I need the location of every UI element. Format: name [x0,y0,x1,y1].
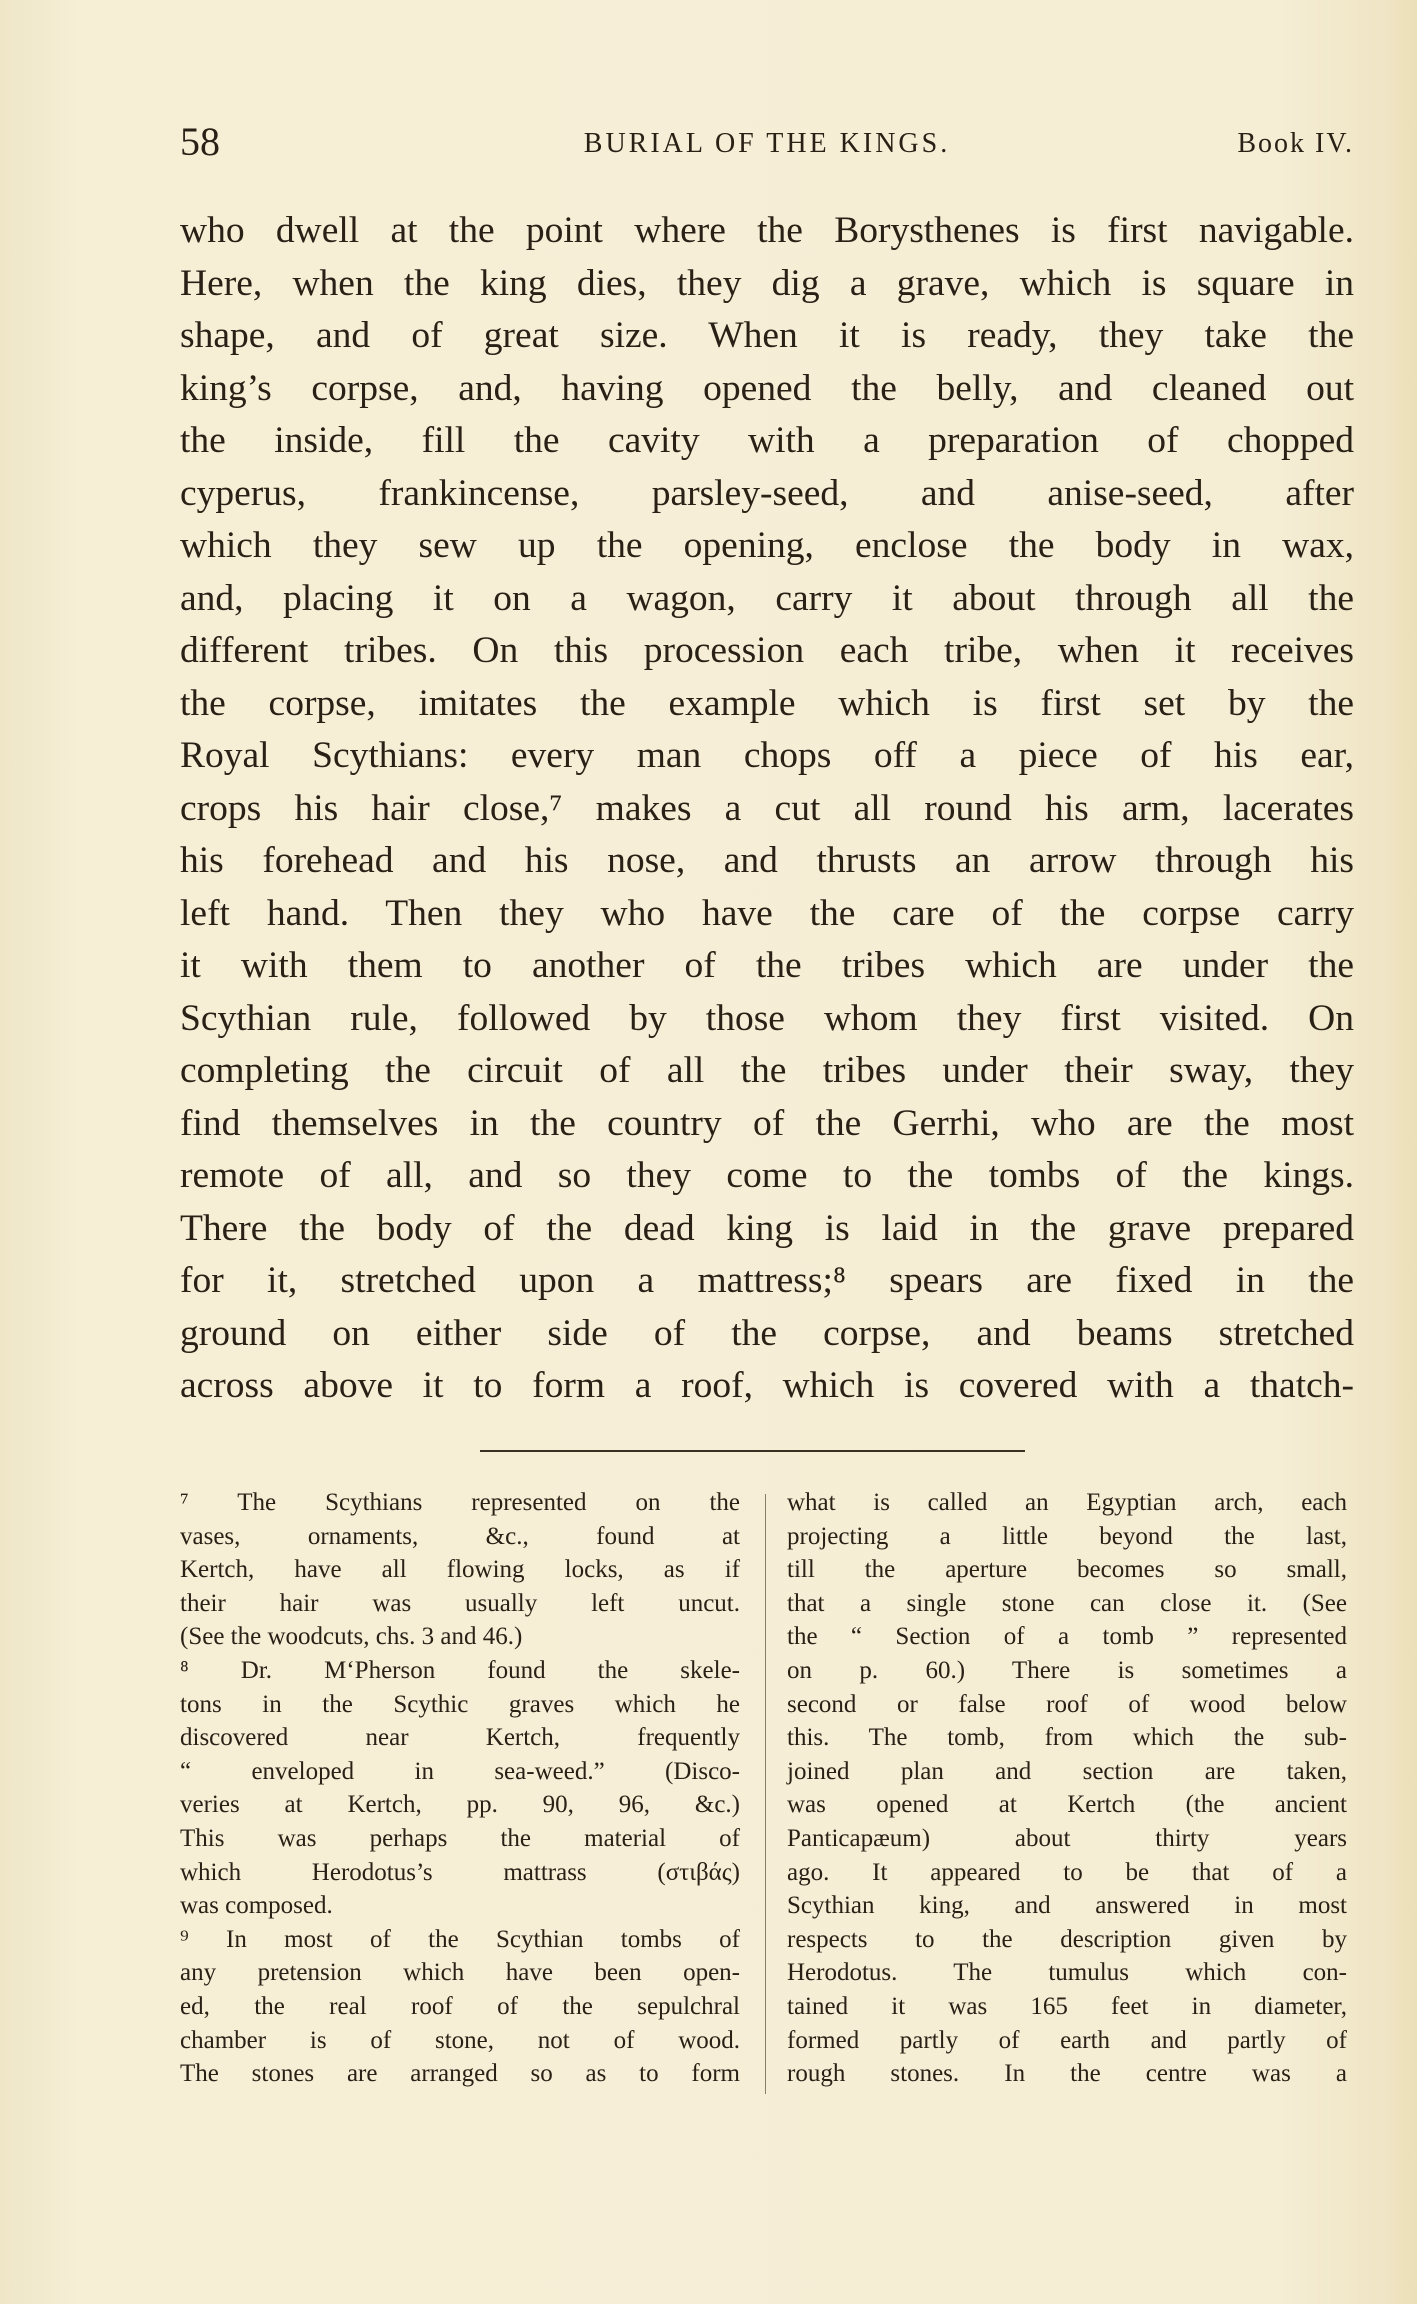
footnote-line: Scythian king, and answered in most [787,1892,1347,1920]
body-line: ground on either side of the corpse, and beams stretched [180,1312,1354,1354]
footnote-line: ⁷ The Scythians represented on the [180,1489,740,1516]
body-line: shape, and of great size. When it is ready, they take the [180,315,1354,356]
footnote-line: Herodotus. The tumulus which con- [787,1959,1347,1987]
main-text [180,205,1354,1413]
body-line: it with them to another of the tribes which are under the [180,945,1354,986]
footnote-line: their hair was usually left uncut. [180,1589,740,1617]
body-line: left hand. Then they who have the care of the corpse carry [180,892,1354,934]
column-divider [765,1494,766,2094]
footnote-line: tained it was 165 feet in diameter, [787,1992,1347,2020]
footnote-line: The stones are arranged so as to form [180,2060,740,2088]
footnote-line: tons in the Scythic graves which he [180,1690,740,1718]
footnote-line: formed partly of earth and partly of [787,2026,1347,2054]
footnote-line: Kertch, have all flowing locks, as if [180,1556,740,1584]
body-line: find themselves in the country of the Gerrhi, who are the most [180,1102,1354,1144]
body-line: Royal Scythians: every man chops off a piece of his ear, [180,735,1354,776]
footnotes-right-column [787,1486,1347,2091]
body-line: remote of all, and so they come to the tombs of the kings. [180,1155,1354,1196]
body-line: completing the circuit of all the tribes under their sway, they [180,1050,1354,1091]
body-line: for it, stretched upon a mattress;⁸ spears are fixed in the [180,1260,1354,1301]
footnote-line: ed, the real roof of the sepulchral [180,1992,740,2020]
body-line: Here, when the king dies, they dig a grave, which is square in [180,262,1354,304]
footnote-line: This was perhaps the material of [180,1824,740,1852]
footnote-line: till the aperture becomes so small, [787,1556,1347,1584]
footnote-line: vases, ornaments, &c., found at [180,1522,740,1550]
footnote-line: joined plan and section are taken, [787,1757,1347,1785]
footnote-line: ⁸ Dr. M‘Pherson found the skele- [180,1656,740,1684]
footnote-line: respects to the description given by [787,1925,1347,1953]
footnote-line: ⁹ In most of the Scythian tombs of [180,1925,740,1953]
body-line: the inside, fill the cavity with a preparation of chopped [180,420,1354,461]
footnote-line: on p. 60.) There is sometimes a [787,1656,1347,1684]
page-header [180,118,1354,168]
footnote-line: rough stones. In the centre was a [787,2060,1347,2088]
footnote-line: was composed. [180,1892,333,1920]
footnote-line: “ enveloped in sea-weed.” (Disco- [180,1757,740,1785]
body-line: king’s corpse, and, having opened the belly, and cleaned out [180,367,1354,409]
body-line: Scythian rule, followed by those whom they first visited. On [180,997,1354,1039]
book-label: Book IV. [1237,128,1354,159]
footnote-line: Panticapæum) about thirty years [787,1824,1347,1852]
footnote-line: that a single stone can close it. (See [787,1589,1347,1617]
footnote-line: projecting a little beyond the last, [787,1522,1347,1550]
page-number: 58 [180,119,220,164]
body-line: across above it to form a roof, which is covered with a thatch- [180,1365,1354,1406]
footnote-line: discovered near Kertch, frequently [180,1724,740,1752]
page-edge-shadow [1387,0,1417,2304]
footnotes-left-column [180,1486,740,2091]
body-line: There the body of the dead king is laid in the grave prepared [180,1207,1354,1249]
footnote-rule [480,1450,1025,1452]
body-line: and, placing it on a wagon, carry it about through all the [180,577,1354,619]
body-line: who dwell at the point where the Borysthenes is first navigable. [180,210,1354,251]
footnote-line: chamber is of stone, not of wood. [180,2026,740,2054]
footnote-line: (See the woodcuts, chs. 3 and 46.) [180,1623,523,1651]
body-line: his forehead and his nose, and thrusts an arrow through his [180,840,1354,881]
body-line: which they sew up the opening, enclose the body in wax, [180,525,1354,566]
footnote-line: any pretension which have been open- [180,1959,740,1987]
body-line: different tribes. On this procession each tribe, when it receives [180,630,1354,671]
footnote-line: what is called an Egyptian arch, each [787,1489,1347,1516]
running-title: BURIAL OF THE KINGS. [583,128,951,159]
footnote-line: ago. It appeared to be that of a [787,1858,1347,1886]
footnote-line: which Herodotus’s mattrass (στιβάς) [180,1858,740,1886]
body-line: crops his hair close,⁷ makes a cut all round his arm, lacerates [180,787,1354,829]
footnote-line: the “ Section of a tomb ” represented [787,1623,1347,1651]
footnote-line: was opened at Kertch (the ancient [787,1791,1347,1819]
footnote-line: second or false roof of wood below [787,1690,1347,1718]
footnote-line: this. The tomb, from which the sub- [787,1724,1347,1752]
body-line: cyperus, frankincense, parsley-seed, and anise-seed, after [180,472,1354,514]
footnote-line: veries at Kertch, pp. 90, 96, &c.) [180,1791,740,1819]
body-line: the corpse, imitates the example which is first set by the [180,682,1354,724]
